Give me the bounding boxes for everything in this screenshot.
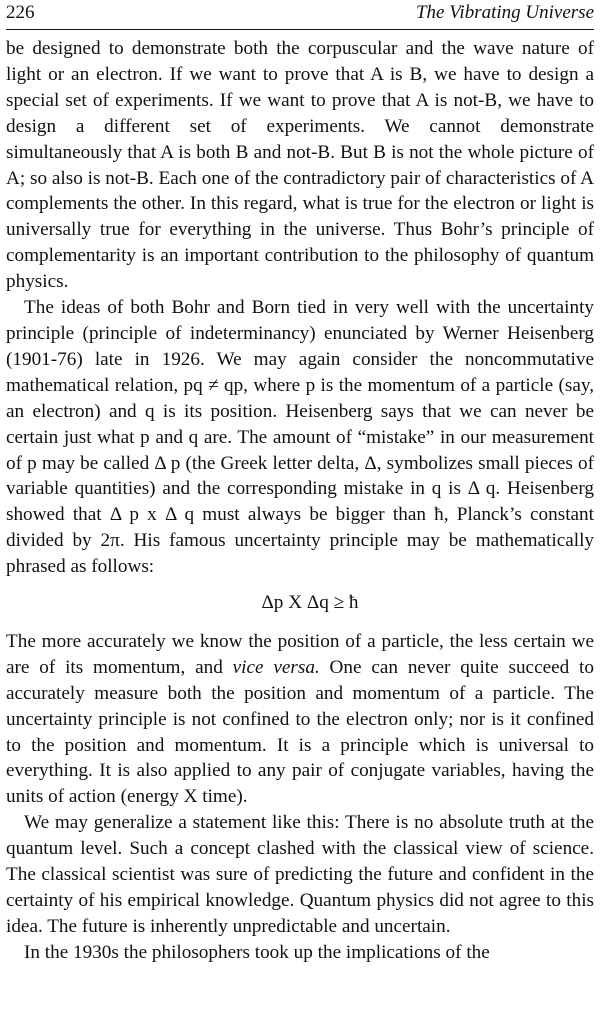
book-title: The Vibrating Universe bbox=[415, 2, 594, 23]
paragraph-no-absolute-truth: We may generalize a statement like this: There is no absolute truth at the quantum level. Such a concept clashed with the classical view of science. The classical scientist was sure of predicting the future and confident in the certainty of his empirical knowledge. Quantum physics did not agree to this idea. The future is inherently unpredictable and uncertain. bbox=[6, 812, 594, 937]
paragraph-text: One can never quite succeed to accurately measure both the position and momentum of a particle. The uncertainty principle is not confined to the electron only; nor is it confined to the position and momentum. It is a principle which is universal to everything. It is also applied to any pair of conjugate variables, having the units of action (energy X time). bbox=[6, 656, 594, 808]
running-head bbox=[6, 0, 594, 30]
italic-phrase: vice versa. bbox=[232, 656, 320, 678]
body-text bbox=[6, 36, 594, 966]
paragraph-complementarity: be designed to demonstrate both the corpuscular and the wave nature of light or an electron. If we want to prove that A is B, we have to design a special set of experiments. If we want to prove that A is not-B, we have to design a different set of experiments. We cannot demonstrate simultaneously that A is both B and not-B. But B is not the whole picture of A; so also is not-B. Each one of the contradictory pair of characteristics of A complements the other. In this regard, what is true for the electron or light is universally true for everything in the universe. Thus Bohr’s principle of complementarity is an important contribution to the philosophy of quantum physics. bbox=[6, 38, 594, 293]
paragraph-philosophers: In the 1930s the philosophers took up the implications of the bbox=[24, 941, 490, 963]
paragraph-text: The more accurately we know the position of a particle, the less certain we are of its momentum, and bbox=[6, 630, 594, 678]
paragraph-uncertainty-principle: The ideas of both Bohr and Born tied in very well with the uncertainty principle (principle of indeterminancy) enunciated by Werner Heisenberg (1901-76) late in 1926. We may again consider the noncommutative mathematical relation, pq ≠ qp, where p is the momentum of a particle (say, an electron) and q is its position. Heisenberg says that we can never be certain just what p and q are. The amount of “mistake” in our measurement of p may be called Δ p (the Greek letter delta, Δ, symbolizes small pieces of variable quantities) and the corresponding mistake in q is Δ q. Heisenberg showed that Δ p x Δ q must always be bigger than ħ, Planck’s constant divided by 2π. His famous uncertainty principle may be mathematically phrased as follows: bbox=[6, 297, 594, 578]
paragraph-position-momentum bbox=[6, 629, 594, 810]
uncertainty-formula: Δp X Δq ≥ ħ bbox=[261, 592, 359, 614]
page-number: 226 bbox=[6, 2, 35, 23]
